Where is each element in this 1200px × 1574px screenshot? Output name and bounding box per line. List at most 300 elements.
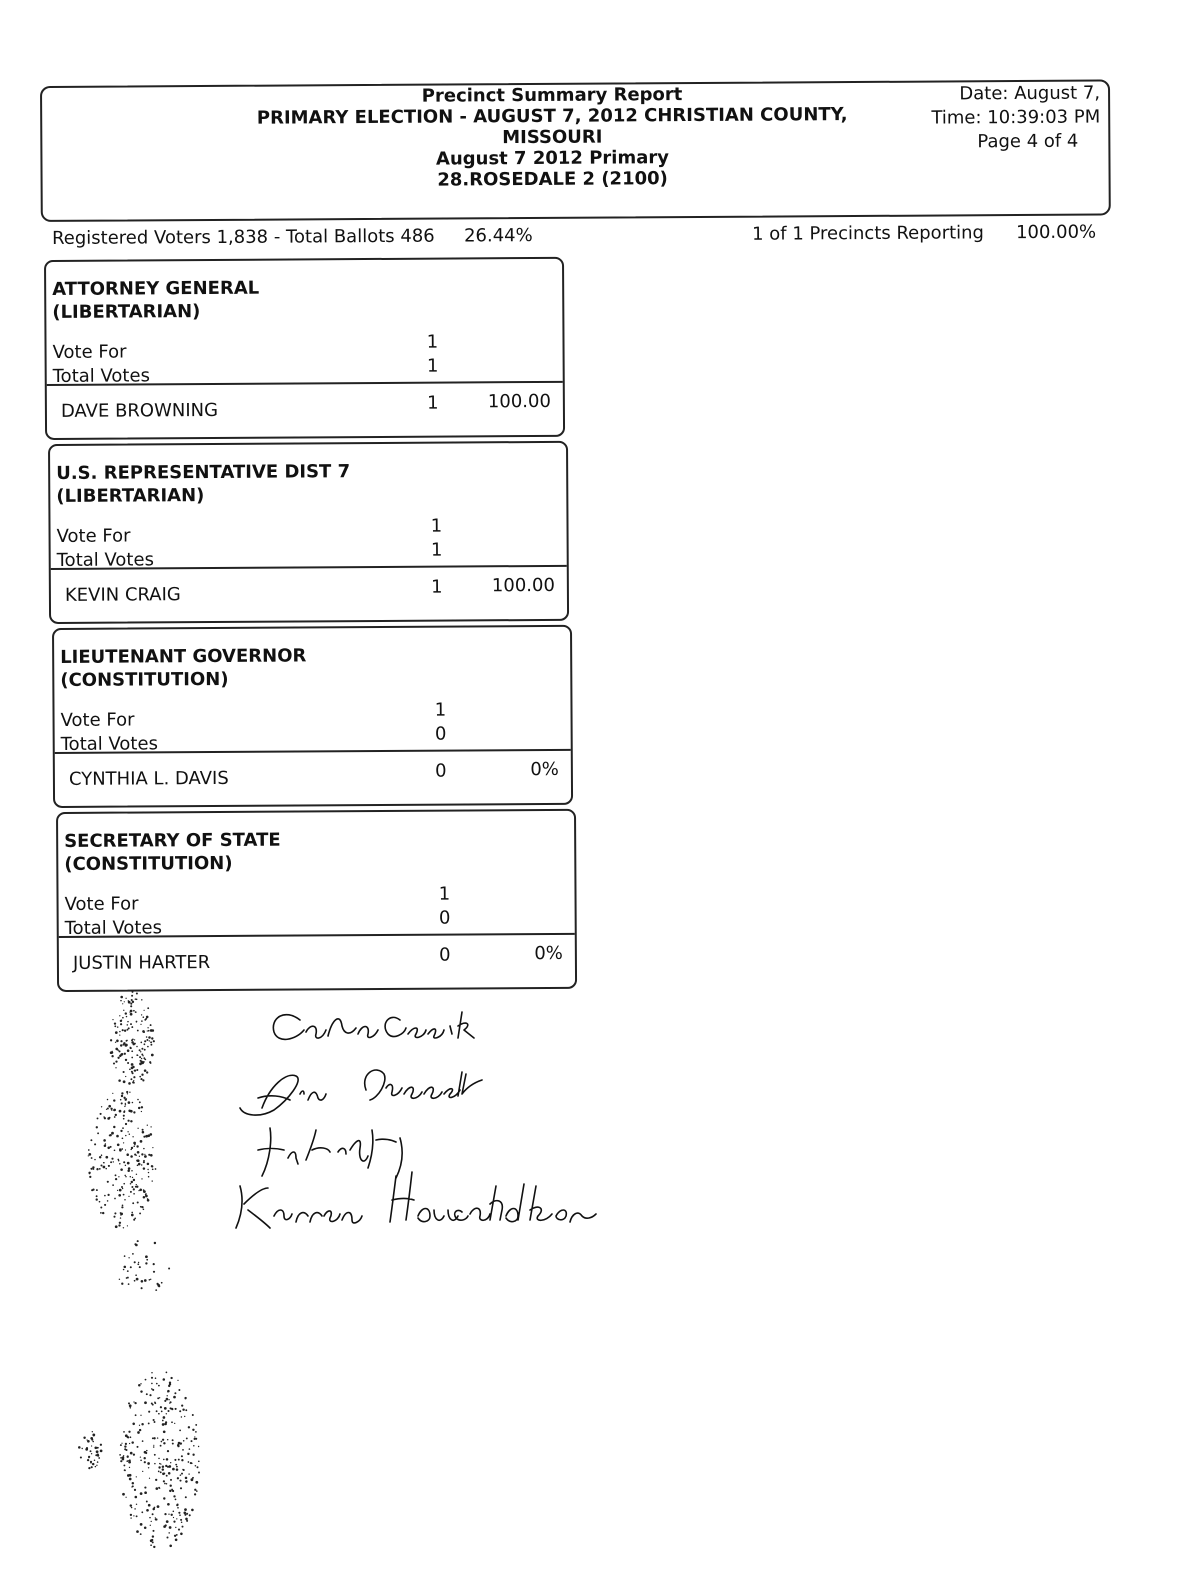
noise-dot xyxy=(166,1536,168,1538)
noise-dot xyxy=(172,1468,175,1471)
noise-dot xyxy=(144,1401,147,1404)
noise-dot xyxy=(158,1385,160,1387)
noise-dot xyxy=(156,1410,158,1412)
noise-dot xyxy=(123,1010,124,1011)
noise-dot xyxy=(115,1042,116,1043)
vote-for-value: 1 xyxy=(434,699,447,721)
noise-dot xyxy=(146,1509,149,1512)
noise-dot xyxy=(96,1189,98,1191)
noise-dot xyxy=(122,1137,124,1139)
noise-dot xyxy=(145,1379,147,1381)
noise-dot xyxy=(155,1479,157,1481)
noise-dot xyxy=(198,1446,199,1447)
noise-dot xyxy=(117,1143,120,1146)
noise-dot xyxy=(141,1014,142,1015)
noise-dot xyxy=(193,1445,195,1447)
noise-dot xyxy=(151,1521,152,1522)
election-state: MISSOURI xyxy=(502,126,603,149)
noise-dot xyxy=(176,1468,179,1471)
noise-dot xyxy=(123,1431,125,1433)
noise-dot xyxy=(133,1179,135,1181)
noise-dot xyxy=(192,1429,194,1431)
noise-dot xyxy=(153,1445,154,1446)
noise-dot xyxy=(164,1513,166,1515)
noise-dot xyxy=(112,1051,113,1052)
candidate-name: CYNTHIA L. DAVIS xyxy=(68,767,229,790)
noise-dot xyxy=(134,1261,136,1263)
noise-dot xyxy=(181,1473,183,1475)
noise-dot xyxy=(117,1190,118,1191)
noise-dot xyxy=(149,1037,150,1038)
noise-dot xyxy=(143,1148,144,1149)
noise-dot xyxy=(148,1504,151,1507)
noise-dot xyxy=(131,1186,133,1188)
noise-dot xyxy=(124,1030,126,1032)
noise-dot xyxy=(150,1539,153,1542)
contest-attorney-general xyxy=(44,257,565,440)
noise-dot xyxy=(184,1416,185,1417)
noise-dot xyxy=(146,1393,148,1395)
noise-dot xyxy=(135,1011,137,1013)
noise-dot xyxy=(152,1030,154,1032)
noise-dot xyxy=(160,1471,162,1473)
noise-dot xyxy=(130,1436,132,1438)
noise-dot xyxy=(122,1456,125,1459)
noise-dot xyxy=(127,1131,128,1132)
noise-dot xyxy=(155,1289,157,1291)
noise-dot xyxy=(137,1201,139,1203)
noise-dot xyxy=(129,1011,130,1012)
noise-dot xyxy=(141,1178,142,1179)
noise-dot xyxy=(128,1402,130,1404)
noise-dot xyxy=(180,1519,182,1521)
noise-dot xyxy=(125,1149,126,1150)
noise-dot xyxy=(179,1480,181,1482)
contest-title xyxy=(52,276,452,324)
noise-dot xyxy=(115,1174,117,1176)
noise-dot xyxy=(180,1474,182,1476)
noise-dot xyxy=(95,1454,97,1456)
noise-dot xyxy=(123,1115,125,1117)
candidate-percent: 100.00 xyxy=(487,390,551,413)
noise-dot xyxy=(137,1159,140,1162)
noise-dot xyxy=(145,1262,147,1264)
noise-dot xyxy=(183,1469,185,1471)
noise-dot xyxy=(146,1016,149,1019)
noise-dot xyxy=(191,1478,194,1481)
report-date: Date: August 7, xyxy=(959,82,1101,105)
noise-dot xyxy=(91,1189,93,1191)
noise-dot xyxy=(148,1172,149,1173)
contest-office: U.S. REPRESENTATIVE DIST 7 xyxy=(56,461,351,484)
noise-dot xyxy=(119,1110,122,1113)
noise-dot xyxy=(118,1224,120,1226)
noise-dot xyxy=(99,1156,101,1158)
noise-dot xyxy=(128,1196,129,1197)
noise-dot xyxy=(168,1472,171,1475)
noise-dot xyxy=(123,1142,124,1143)
noise-dot xyxy=(147,1030,148,1031)
contest-lieutenant-governor xyxy=(52,625,573,808)
noise-dot xyxy=(113,1099,115,1101)
noise-dot xyxy=(140,1024,141,1025)
noise-dot xyxy=(121,1102,123,1104)
noise-dot xyxy=(117,1026,118,1027)
noise-dot xyxy=(132,1102,134,1104)
noise-dot xyxy=(148,1411,150,1413)
noise-dot xyxy=(163,1525,166,1528)
noise-dot xyxy=(166,1413,167,1414)
noise-dot xyxy=(105,1143,106,1144)
contest-party: (CONSTITUTION) xyxy=(60,668,229,691)
noise-dot xyxy=(120,1000,122,1002)
noise-dot xyxy=(131,1441,133,1443)
noise-dot xyxy=(152,1389,154,1391)
noise-dot xyxy=(171,1514,173,1516)
noise-dot xyxy=(146,1259,148,1261)
noise-dot xyxy=(144,1457,146,1459)
noise-dot xyxy=(171,1421,173,1423)
noise-dot xyxy=(137,1151,140,1154)
noise-dot xyxy=(120,996,123,999)
noise-dot xyxy=(135,1274,137,1276)
noise-dot xyxy=(143,1190,146,1193)
contest-secretary-of-state xyxy=(56,809,577,992)
noise-dot xyxy=(118,1050,120,1052)
report-time: Time: 10:39:03 PM xyxy=(931,106,1101,129)
noise-dot xyxy=(153,1437,155,1439)
noise-dot xyxy=(92,1463,94,1465)
noise-dot xyxy=(137,1431,140,1434)
noise-dot xyxy=(133,1076,135,1078)
noise-dot xyxy=(173,1495,175,1497)
noise-dot xyxy=(141,1111,142,1112)
noise-dot xyxy=(125,1044,128,1047)
noise-dot xyxy=(125,1135,126,1136)
noise-dot xyxy=(136,1069,138,1071)
noise-dot xyxy=(130,1120,132,1122)
noise-dot xyxy=(139,1266,141,1268)
noise-dot xyxy=(170,1490,172,1492)
noise-dot xyxy=(125,998,126,999)
turnout-percent: 26.44% xyxy=(463,225,533,247)
noise-dot xyxy=(131,1486,132,1487)
noise-dot xyxy=(112,1184,114,1186)
noise-dot xyxy=(127,1270,129,1272)
noise-dot xyxy=(108,1105,111,1108)
noise-dot xyxy=(150,1024,152,1026)
noise-dot xyxy=(178,1529,180,1531)
noise-dot xyxy=(178,1459,180,1461)
noise-dot xyxy=(126,1040,128,1042)
noise-dot xyxy=(186,1480,188,1482)
noise-dot xyxy=(115,1031,118,1034)
noise-dot xyxy=(123,1183,125,1185)
noise-dot xyxy=(111,1158,113,1160)
noise-dot xyxy=(180,1533,183,1536)
noise-dot xyxy=(132,1038,134,1040)
noise-dot xyxy=(126,1098,127,1099)
noise-dot xyxy=(179,1410,181,1412)
noise-dot xyxy=(141,1058,142,1059)
noise-dot xyxy=(138,1384,141,1387)
noise-dot xyxy=(107,1200,109,1202)
noise-dot xyxy=(144,1451,147,1454)
noise-dot xyxy=(112,1093,113,1094)
noise-dot xyxy=(166,1483,168,1485)
noise-dot xyxy=(110,1161,112,1163)
noise-dot xyxy=(132,1001,134,1003)
noise-dot xyxy=(166,1372,168,1374)
noise-dot xyxy=(131,1071,133,1073)
contest-office: ATTORNEY GENERAL xyxy=(52,277,260,300)
noise-dot xyxy=(96,1195,98,1197)
noise-dot xyxy=(94,1459,96,1461)
noise-dot xyxy=(140,1415,141,1416)
noise-dot xyxy=(140,1459,142,1461)
noise-dot xyxy=(168,1267,170,1269)
noise-dot xyxy=(104,1195,106,1197)
noise-dot xyxy=(164,1400,166,1402)
noise-dot xyxy=(125,1104,127,1106)
noise-dot xyxy=(130,1183,132,1185)
noise-dot xyxy=(134,1070,135,1071)
vote-for-value: 1 xyxy=(430,515,443,537)
noise-dot xyxy=(136,1446,138,1448)
noise-dot xyxy=(140,1390,142,1392)
noise-dot xyxy=(100,1164,102,1166)
noise-dot xyxy=(121,1443,122,1444)
noise-dot xyxy=(131,999,133,1001)
noise-dot xyxy=(136,1504,137,1505)
noise-dot xyxy=(130,1155,133,1158)
noise-dot xyxy=(122,1204,124,1206)
noise-dot xyxy=(132,1482,134,1484)
noise-dot xyxy=(125,1449,127,1451)
noise-dot xyxy=(147,1163,150,1166)
noise-dot xyxy=(128,1082,131,1085)
noise-dot xyxy=(167,1395,168,1396)
noise-dot xyxy=(122,1029,124,1031)
noise-dot xyxy=(166,1458,169,1461)
noise-dot xyxy=(158,1466,160,1468)
noise-dot xyxy=(154,1454,156,1456)
noise-dot xyxy=(89,1173,91,1175)
noise-dot xyxy=(139,1212,141,1214)
noise-dot xyxy=(149,1040,150,1041)
noise-dot xyxy=(171,1489,173,1491)
signatures xyxy=(200,990,620,1240)
noise-dot xyxy=(151,1037,153,1039)
noise-dot xyxy=(133,1193,135,1195)
noise-dot xyxy=(139,1056,141,1058)
noise-dot xyxy=(170,1401,172,1403)
noise-dot xyxy=(163,1480,165,1482)
noise-dot xyxy=(130,1078,132,1080)
noise-dot xyxy=(178,1512,180,1514)
noise-dot xyxy=(96,1465,97,1466)
noise-dot xyxy=(163,1497,165,1499)
noise-dot xyxy=(125,1176,126,1177)
noise-dot xyxy=(177,1477,179,1479)
contest-title xyxy=(64,828,464,876)
noise-dot xyxy=(142,1079,144,1081)
noise-dot xyxy=(120,1217,121,1218)
noise-dot xyxy=(88,1155,89,1156)
noise-dot xyxy=(136,1278,139,1281)
noise-dot xyxy=(148,1030,150,1032)
noise-dot xyxy=(144,1491,147,1494)
election-name: PRIMARY ELECTION - AUGUST 7, 2012 CHRISTIAN COUNTY, xyxy=(256,104,848,129)
noise-dot xyxy=(92,1441,94,1443)
noise-dot xyxy=(118,1176,119,1177)
noise-dot xyxy=(170,1485,172,1487)
total-votes-value: 0 xyxy=(434,723,447,745)
contest-party: (LIBERTARIAN) xyxy=(56,485,205,507)
noise-dot xyxy=(131,1507,133,1509)
noise-dot xyxy=(144,1040,146,1042)
noise-dot xyxy=(169,1381,171,1383)
noise-dot xyxy=(155,1487,158,1490)
noise-dot xyxy=(141,1153,143,1155)
noise-dot xyxy=(97,1117,99,1119)
noise-dot xyxy=(167,1410,169,1412)
noise-dot xyxy=(148,1467,149,1468)
noise-dot xyxy=(119,1279,120,1280)
noise-dot xyxy=(153,1263,155,1265)
noise-dot xyxy=(138,1190,139,1191)
noise-dot xyxy=(144,1527,147,1530)
contest-party: (LIBERTARIAN) xyxy=(52,301,201,323)
noise-dot xyxy=(147,1125,148,1126)
noise-dot xyxy=(127,1024,129,1026)
noise-dot xyxy=(127,1062,129,1064)
noise-dot xyxy=(131,1212,133,1214)
noise-dot xyxy=(114,1116,116,1118)
noise-dot xyxy=(141,1074,143,1076)
noise-dot xyxy=(131,1181,133,1183)
noise-dot xyxy=(88,1467,90,1469)
noise-dot xyxy=(88,1153,91,1156)
noise-dot xyxy=(196,1482,198,1484)
noise-dot xyxy=(127,1436,129,1438)
noise-dot xyxy=(116,1135,119,1138)
noise-dot xyxy=(130,1023,132,1025)
noise-dot xyxy=(151,1403,153,1405)
noise-dot xyxy=(144,1155,147,1158)
noise-dot xyxy=(181,1521,183,1523)
noise-dot xyxy=(131,1214,134,1217)
noise-dot xyxy=(88,1456,90,1458)
noise-dot xyxy=(96,1450,99,1453)
candidate-votes: 0 xyxy=(439,944,451,966)
noise-dot xyxy=(134,1243,136,1245)
noise-dot xyxy=(131,1170,133,1172)
noise-dot xyxy=(188,1426,190,1428)
noise-dot xyxy=(173,1517,174,1518)
noise-dot xyxy=(188,1473,189,1474)
noise-dot xyxy=(127,1456,129,1458)
noise-dot xyxy=(133,1219,135,1221)
noise-dot xyxy=(154,1421,156,1423)
noise-dot xyxy=(152,1535,154,1537)
noise-dot xyxy=(146,1071,148,1073)
noise-dot xyxy=(188,1461,190,1463)
noise-dot xyxy=(141,1423,143,1425)
noise-dot xyxy=(146,1036,148,1038)
noise-dot xyxy=(198,1472,200,1474)
noise-dot xyxy=(119,1189,122,1192)
noise-dot xyxy=(187,1453,189,1455)
noise-dot xyxy=(107,1117,110,1120)
noise-dot xyxy=(100,1207,102,1209)
noise-dot xyxy=(139,1049,141,1051)
noise-dot xyxy=(198,1460,200,1462)
noise-dot xyxy=(124,1266,125,1267)
noise-dot xyxy=(195,1431,197,1433)
noise-dot xyxy=(185,1496,187,1498)
noise-dot xyxy=(120,1460,122,1462)
noise-dot xyxy=(136,1186,138,1188)
noise-dot xyxy=(133,1401,134,1402)
noise-dot xyxy=(144,1154,145,1155)
noise-dot xyxy=(121,1095,123,1097)
noise-dot xyxy=(151,1383,153,1385)
noise-dot xyxy=(157,1397,159,1399)
noise-dot xyxy=(173,1396,176,1399)
noise-dot xyxy=(134,1144,136,1146)
noise-dot xyxy=(163,1430,166,1433)
noise-dot xyxy=(112,1019,113,1020)
noise-dot xyxy=(145,1195,148,1198)
vote-for-value: 1 xyxy=(426,331,439,353)
noise-dot xyxy=(154,1401,156,1403)
noise-dot xyxy=(143,1209,145,1211)
noise-dot xyxy=(137,1128,138,1129)
noise-dot xyxy=(127,1474,130,1477)
noise-dot xyxy=(181,1455,183,1457)
noise-dot xyxy=(153,1508,155,1510)
noise-dot xyxy=(136,1476,137,1477)
noise-dot xyxy=(137,1240,139,1242)
noise-dot xyxy=(186,1437,188,1439)
noise-dot xyxy=(123,1111,125,1113)
noise-dot xyxy=(152,1541,154,1543)
noise-dot xyxy=(191,1509,194,1512)
noise-dot xyxy=(80,1456,82,1458)
noise-dot xyxy=(181,1459,183,1461)
noise-dot xyxy=(107,1181,109,1183)
noise-dot xyxy=(128,1167,131,1170)
noise-dot xyxy=(120,1457,121,1458)
noise-dot xyxy=(120,1044,122,1046)
noise-dot xyxy=(129,1459,131,1461)
noise-dot xyxy=(162,1465,164,1467)
noise-dot xyxy=(133,1515,134,1516)
noise-dot xyxy=(143,1167,145,1169)
noise-dot xyxy=(164,1407,167,1410)
precincts-reporting: 1 of 1 Precincts Reporting xyxy=(751,222,985,245)
noise-dot xyxy=(97,1461,99,1463)
noise-dot xyxy=(167,1450,169,1452)
noise-dot xyxy=(173,1521,175,1523)
noise-dot xyxy=(186,1520,188,1522)
noise-dot xyxy=(157,1505,160,1508)
noise-dot xyxy=(124,1445,126,1447)
noise-dot xyxy=(150,1544,152,1546)
noise-dot xyxy=(129,1478,132,1481)
noise-dot xyxy=(151,1372,152,1373)
